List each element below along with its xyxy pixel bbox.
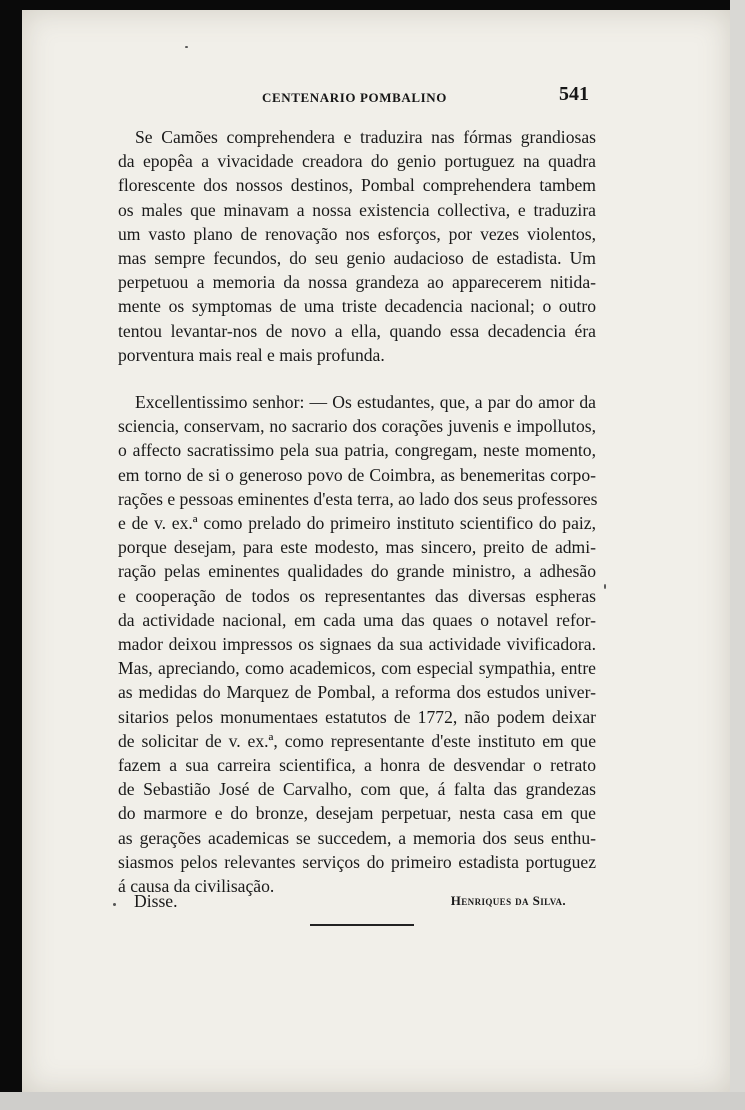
text-line: do marmore e do bronze, desejam perpetuar, nesta casa em que	[118, 803, 596, 824]
page-number: 541	[559, 83, 589, 105]
text-line: tentou levantar-nos de novo a ella, quando essa decadencia éra	[118, 320, 596, 341]
text-line: Excellentissimo senhor: — Os estudantes, que, a par do amor da	[135, 392, 596, 412]
text-line: siasmos pelos relevantes serviços do primeiro estadista portuguez	[118, 851, 596, 872]
end-rule	[310, 924, 414, 926]
text-line: de solicitar de v. ex.ª, como representante d'este instituto em que	[118, 730, 596, 751]
scan-edge-bottom	[0, 1092, 745, 1110]
paragraph-2	[118, 390, 596, 898]
text-line: sitarios pelos monumentaes estatutos de 1772, não podem deixar	[118, 706, 596, 727]
text-line: ração pelas eminentes qualidades do grande ministro, a adhesão	[118, 561, 596, 582]
text-line: porque desejam, para este modesto, mas sincero, preito de admi-	[118, 537, 596, 558]
text-line: sciencia, conservam, no sacrario dos corações juvenis e impollutos,	[118, 416, 596, 437]
running-title: CENTENARIO POMBALINO	[262, 90, 447, 105]
text-line: o affecto sacratissimo pela sua patria, congregam, neste momento,	[118, 440, 596, 461]
text-line: rações e pessoas eminentes d'esta terra, ao lado dos seus professores	[118, 488, 598, 509]
text-line: Mas, apreciando, como academicos, com especial sympathia, entre	[118, 658, 596, 679]
paragraph-1	[118, 125, 596, 367]
scan-speck	[604, 584, 606, 589]
text-line: as gerações academicas se succedem, a memoria dos seus enthu-	[118, 827, 596, 848]
text-line: fazem a sua carreira scientifica, a honra de desvendar o retrato	[118, 755, 596, 776]
text-line: mente os symptomas de uma triste decadencia nacional; o outro	[118, 296, 596, 317]
text-line: mas sempre fecundos, do seu genio audacioso de estadista. Um	[118, 248, 596, 269]
text-line: da actividade nacional, em cada uma das quaes o notavel refor-	[118, 609, 596, 630]
text-line: os males que minavam a nossa existencia collectiva, e traduzira	[118, 199, 596, 220]
text-line: as medidas do Marquez de Pombal, a reforma dos estudos univer-	[118, 682, 596, 703]
text-line: florescente dos nossos destinos, Pombal comprehendera tambem	[118, 175, 596, 196]
scan-speck	[185, 46, 188, 48]
text-line: de Sebastião José de Carvalho, com que, á falta das grandezas	[118, 779, 596, 800]
scan-speck	[113, 903, 116, 906]
text-line: Se Camões comprehendera e traduzira nas fórmas grandiosas	[135, 127, 596, 147]
text-line: perpetuou a memoria da nossa grandeza ao apparecerem nitida-	[118, 272, 596, 293]
text-line: á causa da civilisação.	[118, 876, 275, 897]
text-line: da epopêa a vivacidade creadora do genio portuguez na quadra	[118, 151, 596, 172]
author-signature: Henriques da Silva.	[450, 893, 566, 908]
scan-edge-right	[730, 0, 745, 1110]
text-line: e cooperação de todos os representantes das diversas espheras	[118, 585, 596, 606]
text-line: porventura mais real e mais profunda.	[118, 344, 385, 365]
text-line: em torno de si o generoso povo de Coimbra, as benemeritas corpo-	[118, 464, 596, 485]
closing-word: Disse.	[134, 891, 178, 911]
text-line: mador deixou impressos os signaes da sua actividade vivificadora.	[118, 634, 596, 655]
text-line: um vasto plano de renovação nos esforços, por vezes violentos,	[118, 223, 596, 244]
text-line: e de v. ex.ª como prelado do primeiro instituto scientifico do paiz,	[118, 513, 596, 534]
